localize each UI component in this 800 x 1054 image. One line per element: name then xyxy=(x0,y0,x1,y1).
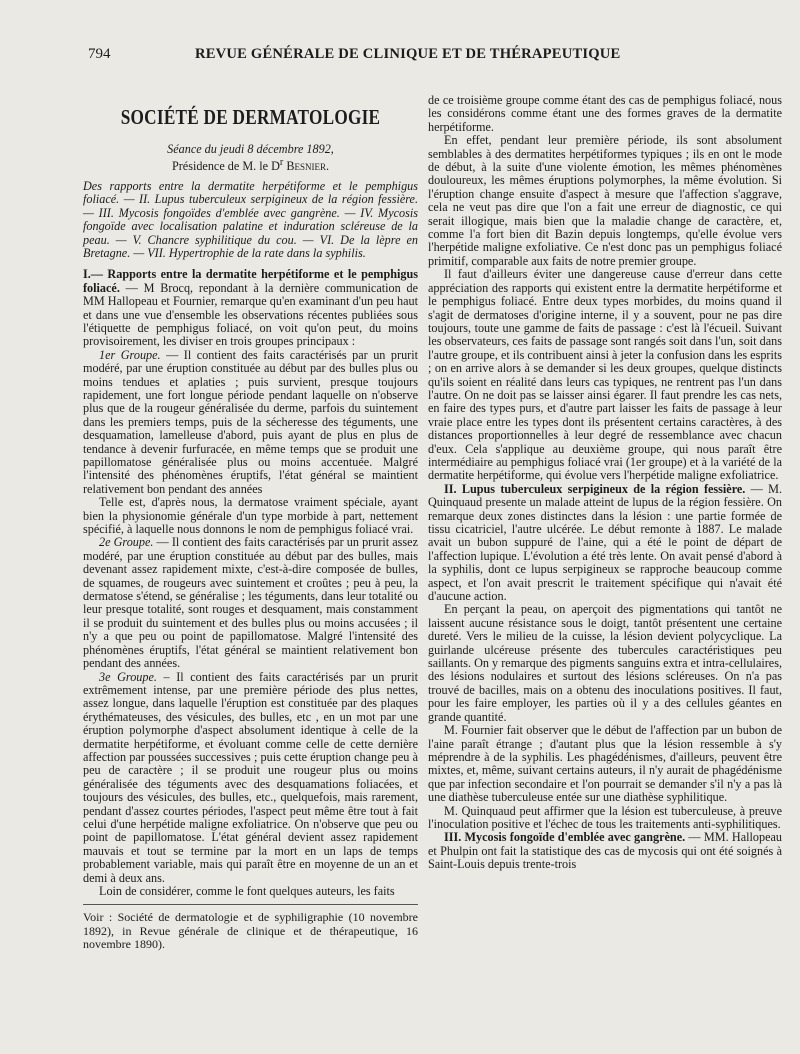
paragraph-en-effet: En effet, pendant leur première période, ils sont absolument semblables à des dermatites herpétiformes typiques ; ils en ont le mode de début, à la suite d'une violente émotion, les mêmes phénomènes douloureux, les mêmes éruptions polymorphes, la même évolution. Si l'éruption change ensuite d'aspect à mesure que l'affection s'aggrave, cela ne veut pas dire que l'on a fait une erreur de diagnostic, ce qui serait illogique, mais bien que la maladie change de caractère, et, comme l'a fort bien dit Bazin depuis longtemps, qu'elle évolue vers l'herpétide maligne exfoliative. Ce n'est donc pas un pemphigus foliacé primitif, comparable aux faits de notre premier groupe. xyxy=(428,133,782,268)
paragraph-loin: Loin de considérer, comme le font quelques auteurs, les faits xyxy=(99,884,395,898)
group-3-text: – Il contient des faits caractérisés par un prurit extrêmement intense, par une première période des plus nettes, assez longue, dans laquelle l'éruption est constituée par des plaques érythémateuses, des vésicules, des bulles, etc , en un mot par une éruption polymorphe d'aspect absolument identique à celle de la dermatite herpétiforme, et évoluant comme celle de cette dernière affection par poussées successives ; puis cette éruption change peu à peu de caractère ; il se produit une rougeur plus ou moins généralisée des téguments avec des desquamations foliacées, et toujours des vésicules, des bulles, etc., quelquefois, mais rarement, pendant d'assez courtes périodes, l'aspect peut même être tout à fait celui d'une herpétide maligne exfoliatrice. On n'observe que peu ou point de papillomatose. L'état général devient assez rapidement mauvais et tout se termine par la mort en un laps de temps probablement variable, mais qui paraît être en moyenne de un an et demi à deux ans. xyxy=(83,669,418,885)
section-title: SOCIÉTÉ DE DERMATOLOGIE xyxy=(120,105,381,129)
group-3 xyxy=(83,671,418,886)
paragraph-continued: de ce troisième groupe comme étant des cas de pemphigus foliacé, nous les considérons comme étant une des formes graves de la dermatite herpétiforme. xyxy=(428,93,782,134)
session-date: Séance du jeudi 8 décembre 1892, xyxy=(167,142,334,156)
section-3 xyxy=(428,831,782,871)
group-2-text: — Il contient des faits caractérisés par un prurit assez modéré, par une éruption constituée au début par des bulles, mais devenant assez rapidement mixte, c'est-à-dire composée de bulles, de squames, de rougeurs avec suintement et croûtes ; peu à peu, la dermatose s'étend, se généralise ; les téguments, dans leur totalité ou leur presque totalité, sont rouges et desquament, mais constamment il se produit du suintement et des bulles plus ou moins accusées ; il n'y a que peu ou point de papillomatose. Malgré l'intensité des phénomènes éruptifs, l'état général se maintient relativement bon pendant des années. xyxy=(83,535,418,671)
group-1 xyxy=(83,349,418,496)
paragraph-telle: Telle est, d'après nous, la dermatose vraiment spéciale, ayant bien la physionomie générale d'un type morbide à part, nettement spécifié, à laquelle nous donnons le nom de pemphigus foliacé vrai. xyxy=(83,495,418,537)
left-column xyxy=(83,95,418,952)
presidence-sup: r xyxy=(279,157,284,169)
group-1-label: 1er Groupe. xyxy=(99,347,161,362)
presidence xyxy=(83,156,418,173)
presidence-name: Besnier. xyxy=(286,159,330,174)
section-3-text: — MM. Hallopeau et Phulpin ont fait la statistique des cas de mycosis qui ont été soignés à Saint-Louis depuis trente-trois xyxy=(428,830,782,872)
section-3-heading: III. Mycosis fongoïde d'emblée avec gangrène. xyxy=(444,830,686,845)
group-2-label: 2e Groupe. xyxy=(99,535,154,550)
section-2-heading: II. Lupus tuberculeux serpigineux de la région fessière. xyxy=(444,481,746,496)
group-1-text: — Il contient des faits caractérisés par un prurit modéré, par une éruption constituée au début par des bulles plus ou moins tendues et aplaties ; puis survient, presque toujours rapidement, une fort longue période pendant laquelle on n'observe plus que de la rougeur généralisée du derme, parfois du suintement dans les premiers temps, puis de la sécheresse des téguments, une desquamation, lamelleuse d'abord, puis ayant de plus en plus de tendance à devenir furfuracée, en même temps que se produit une papillomatose généralisée plus ou moins accentuée. Malgré l'intensité des phénomènes éruptifs, l'état général se maintient relativement bon pendant des années xyxy=(83,347,418,496)
group-3-label: 3e Groupe. xyxy=(99,669,157,684)
paragraph-percant: En perçant la peau, on aperçoit des pigmentations qui tantôt ne laissent aucune résistance sous le doigt, tantôt présentent une certaine dureté. Vers le milieu de la cuisse, la lésion devient polycyclique. La guirlande ulcéreuse présente des tubercules caractéristiques peu saillants. On y remarque des pigments sanguins extra et intra-cellulaires, des lésions nodulaires et surtout des lésions scléreuses. On n'a pas trouvé de bacilles, mais on a obtenu des inoculations positives. Il faut, pour les faire employer, les parties où il y a des cellules géantes en grande quantité. xyxy=(428,602,782,724)
group-2 xyxy=(83,536,418,670)
paragraph-fournier: M. Fournier fait observer que le début de l'affection par un bubon de l'aine paraît étrange ; d'autant plus que la lésion ressemble à s'y méprendre à de la syphilis. Les phagédénismes, d'ailleurs, peuvent être mixtes, et, même, suivant certains auteurs, il n'y aurait de phagédénisme que par infection secondaire et l'on pourrait se demander s'il n'y a pas là une diathèse tuberculeuse entée sur une diathèse syphilitique. xyxy=(428,723,782,805)
running-head: REVUE GÉNÉRALE DE CLINIQUE ET DE THÉRAPEUTIQUE xyxy=(195,46,621,62)
page-number: 794 xyxy=(88,46,111,62)
paragraph-il-faut: Il faut d'ailleurs éviter une dangereuse cause d'erreur dans cette appréciation des rapports qui existent entre la dermatite herpétiforme et le pemphigus foliacé. Entre deux types morbides, du moins quand il s'agit de dermatoses d'origine interne, il y a souvent, pour ne pas dire toujours, toute une gamme de faits de passage : c'est là l'écueil. Suivant les observateurs, ces faits de passage sont rangés soit dans l'un, soit dans l'autre groupe, et ils contribuent ainsi à jeter la confusion dans les esprits ; on en arrive alors à se demander si les deux groupes, quelque distincts qu'ils soient en réalité dans leurs cas typiques, ne rentrent pas l'un dans l'autre. On ne doit pas se laisser ainsi égarer. Il faut prendre les cas nets, en faire des types purs, et d'autre part laisser les faits de passage à leur vraie place entre les types dont ils présentent certains caractères, à des distances proportionnelles à leur degré de ressemblance avec chacun d'eux. Cela s'applique au deuxième groupe, qui nous paraît être intermédiaire au pemphigus foliacé vrai (1er groupe) et à la variété de la dermatite herpétiforme, qui évolue vers l'herpétide maligne exfoliatrice. xyxy=(428,267,782,483)
section-2 xyxy=(428,483,782,604)
section-1-heading: I.— Rapports entre la dermatite herpétiforme et le pemphigus foliacé. xyxy=(83,267,418,295)
section-1 xyxy=(83,268,418,348)
footnote: Voir : Société de dermatologie et de syphiligraphie (10 novembre 1892), in Revue générale de clinique et de thérapeutique, 16 novembre 1890). xyxy=(83,904,418,951)
section-2-text: — M. Quinquaud presente un malade atteint de lupus de la région fessière. On remarque deux zones distinctes dans la lésion : une partie formée de tissu cicatriciel, l'autre ulcérée. Le début remonte à 1887. Le malade avait un bubon suppuré de l'aine, qui a été le point de départ de l'affection lupique. L'évolution a été très lente. On avait pensé d'abord à la syphilis, dont ce lupus serpigineux se rapproche beaucoup comme aspect, et l'on avait prescrit le traitement spécifique qui n'avait été d'aucune action. xyxy=(428,481,782,604)
section-1-text: — M Brocq, repondant à la dernière communication de MM Hallopeau et Fournier, remarque qu'en examinant d'un peu haut et dans une vue d'ensemble les observations récentes publiées sous l'étiquette de pemphigus foliacé, on voit qu'on peut, du moins provisoirement, les diviser en trois groupes principaux : xyxy=(83,280,418,349)
right-column xyxy=(428,94,782,872)
session-summary: Des rapports entre la dermatite herpétiforme et le pemphigus foliacé. — II. Lupus tuberculeux serpigineux de la région fessière. — III. Mycosis fongoïdes d'emblée avec gangrène. — IV. Mycosis fongoïde avec localisation palatine et induration scléreuse de la peau. — V. Chancre syphilitique du cou. — VI. De la lèpre en Bretagne. — VII. Hypertrophie de la rate dans la syphilis. xyxy=(83,178,418,260)
paragraph-quinquaud: M. Quinquaud peut affirmer que la lésion est tuberculeuse, à preuve l'inoculation positive et l'échec de tous les traitements anti-syphilitiques. xyxy=(428,803,782,831)
presidence-prefix: Présidence de M. le D xyxy=(171,159,280,174)
